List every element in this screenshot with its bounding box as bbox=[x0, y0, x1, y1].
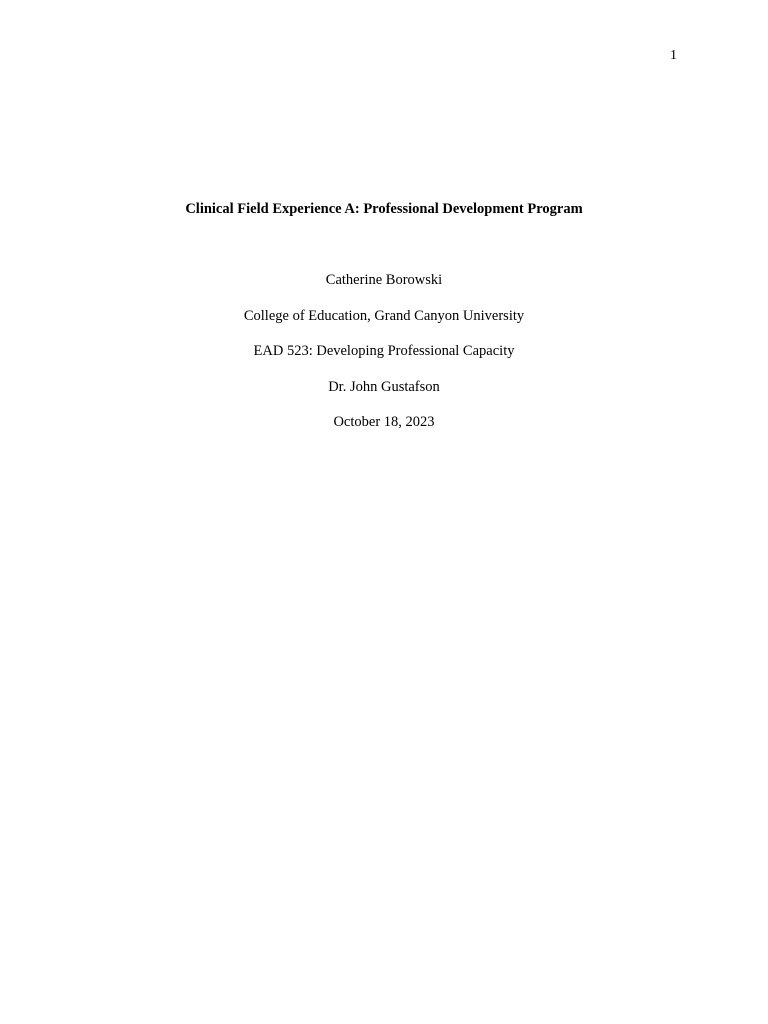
instructor-name: Dr. John Gustafson bbox=[328, 378, 440, 395]
course-name: EAD 523: Developing Professional Capacity bbox=[253, 343, 515, 359]
institution: College of Education, Grand Canyon University bbox=[243, 307, 525, 324]
page-number: 1 bbox=[670, 48, 677, 63]
submission-date: October 18, 2023 bbox=[333, 414, 435, 430]
title-block bbox=[0, 271, 768, 449]
paper-title: Clinical Field Experience A: Professional Development Program bbox=[185, 201, 583, 217]
author-name: Catherine Borowski bbox=[325, 272, 443, 288]
